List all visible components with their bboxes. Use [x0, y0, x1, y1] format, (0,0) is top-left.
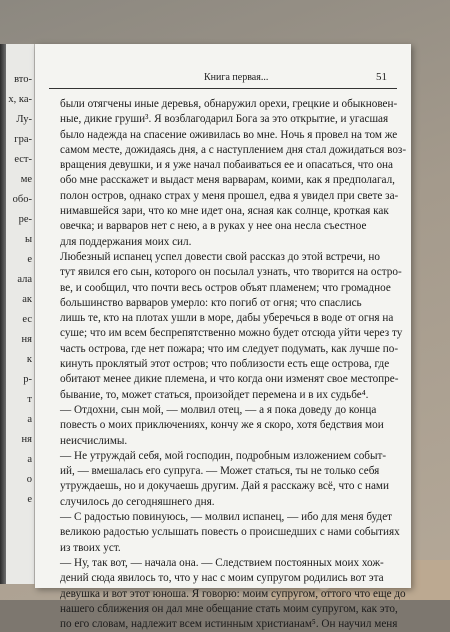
text-line: нимавшейся зари, что ко мне идет она, ясная как солнце, кроткая как: [60, 205, 389, 218]
text-line: утруждаешь, но и докучаешь другим. Дай я расскажу всё, что с нами: [60, 480, 389, 493]
text-line: обитают менее дикие племена, и что когда они изменят свое местопре-: [60, 373, 399, 386]
left-page-fragment: а: [27, 414, 32, 425]
left-page-fragment: ня: [21, 334, 32, 345]
text-line: тут явился его сын, которого он посылал узнать, что творится на остро-: [60, 266, 402, 279]
left-page-fragment: о: [26, 474, 32, 485]
left-page-fragment: ре-: [18, 214, 32, 225]
text-line: девушка и вот этот юноша. Я говорю: моим супругом, оттого что еще до: [60, 587, 406, 600]
text-line: бывание, то, может статься, произойдет перемена и в их судьбе⁴.: [60, 388, 369, 401]
text-line: вращения девушки, и я уже начал побаиваться ее и опасаться, что она: [60, 159, 393, 172]
left-page-fragment: ак: [22, 294, 32, 305]
left-page-fragment: р-: [23, 374, 32, 385]
text-line: повесть о моих приключениях, кончу же я скоро, хотя бедствия мои: [60, 419, 384, 432]
left-page-fragment: Лу-: [16, 114, 32, 125]
left-page-fragment: ы: [24, 234, 32, 245]
left-page-fragment: ня: [21, 434, 32, 445]
text-line: случилось до сегодняшнего дня.: [60, 495, 215, 508]
text-line: — Отдохни, сын мой, — молвил отец, — а я пока доведу до конца: [60, 403, 377, 416]
text-line: большинство варваров умерло: кто погиб от огня; что спаслись: [60, 296, 362, 309]
text-line: из твоих уст.: [60, 541, 121, 554]
text-line: было надежда на спасение оживилась во мне. Ночь я провел на том же: [60, 128, 398, 141]
page-header: [49, 70, 397, 89]
page-body: [60, 97, 407, 632]
text-line: часть острова, где нет пожара; что им следует подумать, как лучше по-: [60, 342, 399, 355]
text-line: ные, дикие груши³. Я возблагодарил Бога за это открытие, и угасшая: [60, 113, 389, 126]
left-page-fragment: вто-: [14, 74, 32, 85]
text-line: Любезный испанец успел довести свой рассказ до этой встречи, но: [60, 250, 380, 263]
text-line: — Не утруждай себя, мой господин, подробным изложением событ-: [60, 449, 387, 462]
left-page-fragment: е: [27, 494, 32, 505]
left-page-fragment: а: [27, 454, 32, 465]
text-line: были отягчены иные деревья, обнаружил орехи, грецкие и обыкновен-: [60, 98, 398, 110]
text-line: полон остров, однако страх у меня прошел, едва я увидел при свете за-: [60, 189, 399, 202]
text-line: овечка; и варваров нет с нею, а в руках у нее она несла съестное: [60, 220, 367, 233]
left-page-fragment: х, ка-: [8, 94, 32, 105]
left-page-fragment: к: [26, 354, 32, 365]
page-number: 51: [376, 71, 387, 83]
running-title: Книга первая...: [204, 72, 269, 83]
book-spine: [0, 44, 6, 584]
left-page-fragment: ес: [22, 314, 32, 325]
text-line: великою радостью услышать повесть о происшедших с нами событиях: [60, 526, 400, 539]
text-line: для поддержания моих сил.: [60, 235, 192, 248]
left-page-fragment: обо-: [12, 194, 32, 205]
text-line: — С радостью повинуюсь, — молвил испанец, — ибо для меня будет: [60, 511, 393, 524]
right-page: [35, 44, 411, 631]
text-line: обо мне расскажет и выдаст меня варварам, коими, как я предполагал,: [60, 174, 395, 187]
text-line: дений сюда явилось то, что у нас с моим супругом родились вот эта: [60, 572, 384, 585]
text-line: по его словам, надлежит всем истинным христианам⁵. Он научил меня: [60, 618, 398, 631]
text-line: ве, и сообщил, что почти весь остров объят пламенем; что громадное: [60, 281, 391, 294]
left-page-fragment: е: [27, 254, 32, 265]
left-page-fragment: т: [27, 394, 32, 405]
text-line: кинуть проклятый этот остров; что поблизости есть еще острова, где: [60, 358, 390, 371]
left-page-fragment: ме: [20, 174, 32, 185]
text-line: нашего сближения он дал мне обещание стать моим супругом, как это,: [60, 602, 398, 615]
text-line: неисчислимы.: [60, 434, 128, 447]
text-line: суше; что им всем беспрепятственно можно будет отсюда уйти через ту: [60, 327, 403, 340]
left-page: [0, 44, 35, 584]
text-line: ий, — вмешалась его супруга. — Может статься, ты не только себя: [60, 465, 380, 478]
text-line: лишь те, кто на плотах ушли в море, дабы уберечься в воде от огня на: [60, 312, 394, 325]
left-page-fragment: ест-: [14, 154, 32, 165]
text-line: самом месте, дожидаясь дня, а с наступлением дня стал дожидаться воз-: [60, 143, 407, 156]
text-line: — Ну, так вот, — начала она. — Следствием постоянных моих хож-: [60, 556, 384, 569]
left-page-fragment: гра-: [14, 134, 32, 145]
left-page-fragment: ала: [17, 274, 32, 285]
